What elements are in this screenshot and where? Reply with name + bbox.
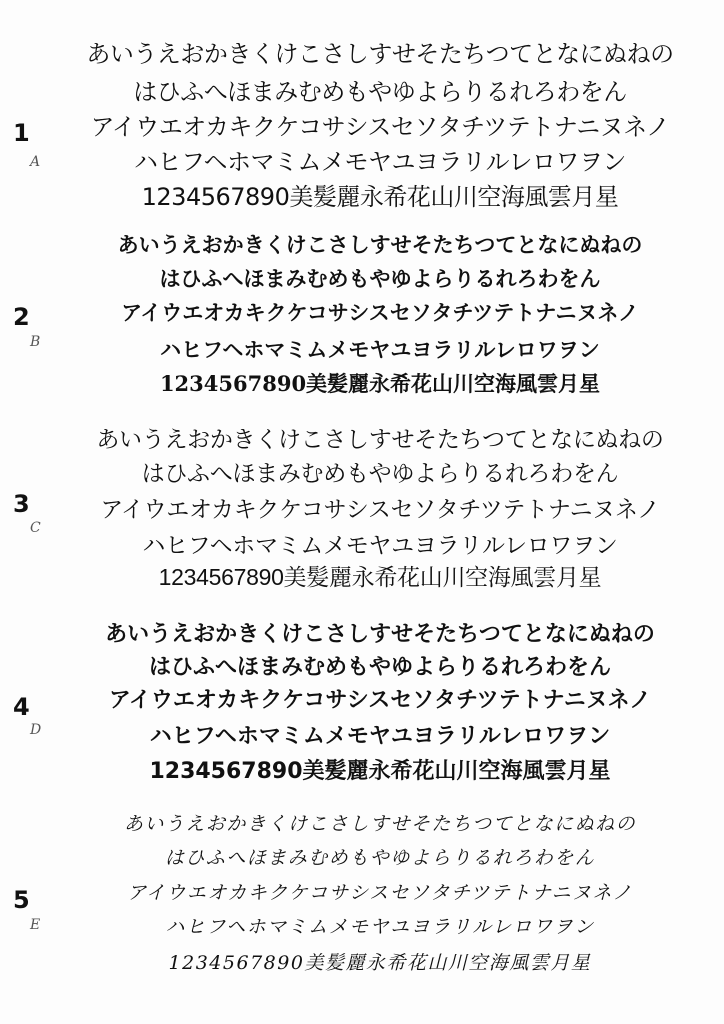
hiragana-line-2: はひふへほまみむめもやゆよらりるれろわをん	[164, 847, 596, 869]
hiragana-line-1: あいうえおかきくけこさしすせそたちつてとなにぬねの	[123, 813, 637, 835]
sample-number: 3	[13, 490, 30, 518]
katakana-line-2: ハヒフヘホマミムメモヤユヨラリルレロワヲン	[134, 148, 626, 176]
sample-letter: C	[30, 520, 41, 536]
katakana-line-1: アイウエオカキクケコサシスセソタチツテトナニヌネノ	[90, 113, 670, 141]
katakana-line-2: ハヒフヘホマミムメモヤユヨラリルレロワヲン	[149, 724, 611, 749]
sample-number: 2	[13, 303, 30, 331]
katakana-line-1: アイウエオカキクケコサシスセソタチツテトナニヌネノ	[108, 688, 652, 713]
katakana-line-2: ハヒフヘホマミムメモヤユヨラリルレロワヲン	[160, 337, 600, 362]
hiragana-line-2: はひふへほまみむめもやゆよらりるれろわをん	[159, 266, 601, 291]
numbers-kanji-line: 1234567890美髪麗永希花山川空海風雲月星	[158, 564, 602, 590]
hiragana-line-1: あいうえおかきくけこさしすせそたちつてとなにぬねの	[96, 426, 664, 452]
katakana-line-1: アイウエオカキクケコサシスセソタチツテトナニヌネノ	[100, 496, 660, 522]
hiragana-line-2: はひふへほまみむめもやゆよらりるれろわをん	[148, 655, 611, 680]
hiragana-line-2: はひふへほまみむめもやゆよらりるれろわをん	[133, 78, 627, 106]
hiragana-line-1: あいうえおかきくけこさしすせそたちつてとなにぬねの	[86, 40, 674, 68]
hiragana-line-1: あいうえおかきくけこさしすせそたちつてとなにぬねの	[117, 232, 643, 257]
sample-number: 4	[13, 693, 30, 721]
katakana-line-1: アイウエオカキクケコサシスセソタチツテトナニヌネノ	[121, 300, 639, 325]
numbers-kanji-line: 1234567890美髪麗永希花山川空海風雲月星	[149, 759, 611, 784]
sample-letter: B	[30, 334, 41, 350]
sample-letter: D	[30, 722, 42, 738]
katakana-line-1: アイウエオカキクケコサシスセソタチツテトナニヌネノ	[127, 882, 633, 904]
numbers-kanji-line: 1234567890美髪麗永希花山川空海風雲月星	[168, 952, 592, 974]
sample-letter: A	[30, 154, 41, 170]
katakana-line-2: ハヒフヘホマミムメモヤユヨラリルレロワヲン	[165, 916, 595, 938]
sample-number: 1	[13, 119, 30, 147]
hiragana-line-1: あいうえおかきくけこさしすせそたちつてとなにぬねの	[105, 622, 655, 647]
sample-letter: E	[30, 917, 41, 933]
katakana-line-2: ハヒフヘホマミムメモヤユヨラリルレロワヲン	[142, 532, 618, 558]
numbers-kanji-line: 1234567890美髪麗永希花山川空海風雲月星	[159, 371, 601, 396]
numbers-kanji-line: 1234567890美髪麗永希花山川空海風雲月星	[141, 183, 619, 211]
hiragana-line-2: はひふへほまみむめもやゆよらりるれろわをん	[141, 460, 619, 486]
sample-number: 5	[13, 886, 30, 914]
